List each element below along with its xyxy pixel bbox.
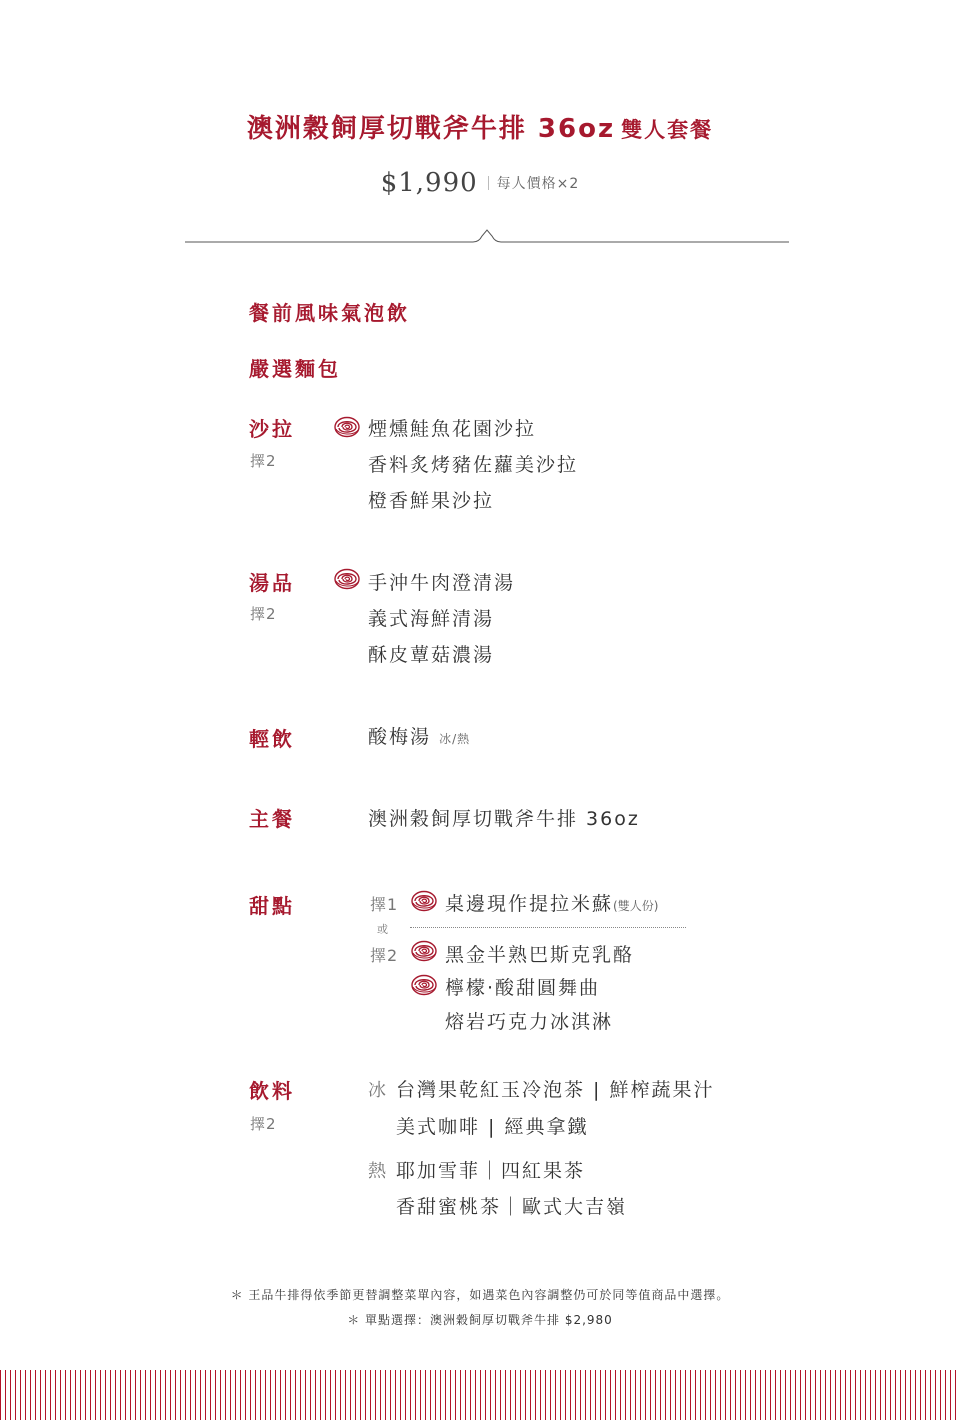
beverage-hot-line: 耶加雪菲｜四紅果茶	[396, 1160, 586, 1182]
rose-icon	[334, 416, 360, 438]
title-suffix: 雙人套餐	[621, 118, 714, 142]
beverage-cold-label: 冰	[368, 1080, 386, 1101]
price-row	[0, 168, 960, 198]
category-bread: 嚴選麵包	[249, 357, 341, 381]
dessert-item: 熔岩巧克力冰淇淋	[445, 1011, 614, 1033]
footer-note: ＊ 單點選擇：澳洲穀飼厚切戰斧牛排 $2,980	[347, 1313, 613, 1327]
soup-item: 酥皮蕈菇濃湯	[368, 644, 495, 666]
dessert-item1-note: (雙人份)	[613, 899, 659, 913]
category-soup: 湯品	[249, 571, 295, 595]
dessert-item1-name: 桌邊現作提拉米蘇	[445, 893, 614, 915]
category-beverage: 飲料	[249, 1079, 295, 1103]
dessert-item: 檸檬·酸甜圓舞曲	[445, 977, 601, 999]
rose-icon	[411, 974, 437, 996]
dessert-or: 或	[377, 923, 388, 936]
light-drink-item	[368, 722, 470, 749]
salad-item: 香料炙烤豬佐蘿美沙拉	[368, 454, 579, 476]
rose-icon	[411, 890, 437, 912]
beverage-pick: 擇2	[250, 1115, 277, 1133]
price: $1,990	[380, 168, 478, 198]
page-title	[0, 108, 960, 145]
decorative-stripes	[0, 1370, 960, 1420]
dessert-divider	[410, 927, 686, 928]
main-item: 澳洲穀飼厚切戰斧牛排 36oz	[368, 808, 640, 830]
beverage-cold-line: 台灣果乾紅玉冷泡茶 | 鮮榨蔬果汁	[396, 1079, 715, 1101]
beverage-hot-line: 香甜蜜桃茶｜歐式大吉嶺	[396, 1196, 628, 1218]
soup-pick: 擇2	[250, 605, 277, 623]
soup-item: 義式海鮮清湯	[368, 608, 495, 630]
light-drink-name: 酸梅湯	[368, 726, 432, 748]
dessert-item1	[445, 889, 658, 916]
dessert-pick2: 擇2	[370, 946, 399, 965]
footer-note: ＊ 王品牛排得依季節更替調整菜單內容，如遇菜色內容調整仍可於同等值商品中選擇。	[230, 1288, 730, 1302]
rose-icon	[411, 940, 437, 962]
category-main: 主餐	[249, 807, 295, 831]
category-light-drink: 輕飲	[249, 727, 295, 751]
beverage-cold-line: 美式咖啡 | 經典拿鐵	[396, 1116, 589, 1138]
dessert-pick1: 擇1	[370, 895, 399, 914]
salad-pick: 擇2	[250, 452, 277, 470]
rose-icon	[334, 568, 360, 590]
salad-item: 煙燻鮭魚花園沙拉	[368, 418, 537, 440]
beverage-hot-label: 熱	[368, 1161, 386, 1182]
category-dessert: 甜點	[249, 894, 295, 918]
price-separator	[488, 176, 489, 190]
dessert-item: 黑金半熟巴斯克乳酪	[445, 944, 635, 966]
title-main: 澳洲穀飼厚切戰斧牛排 36oz	[246, 114, 616, 144]
salad-item: 橙香鮮果沙拉	[368, 490, 495, 512]
light-drink-note: 冰/熱	[439, 732, 471, 746]
category-salad: 沙拉	[249, 417, 295, 441]
price-note: 每人價格×2	[496, 176, 580, 192]
soup-item: 手沖牛肉澄清湯	[368, 572, 516, 594]
header-divider	[185, 226, 789, 246]
category-aperitif: 餐前風味氣泡飲	[249, 301, 410, 325]
